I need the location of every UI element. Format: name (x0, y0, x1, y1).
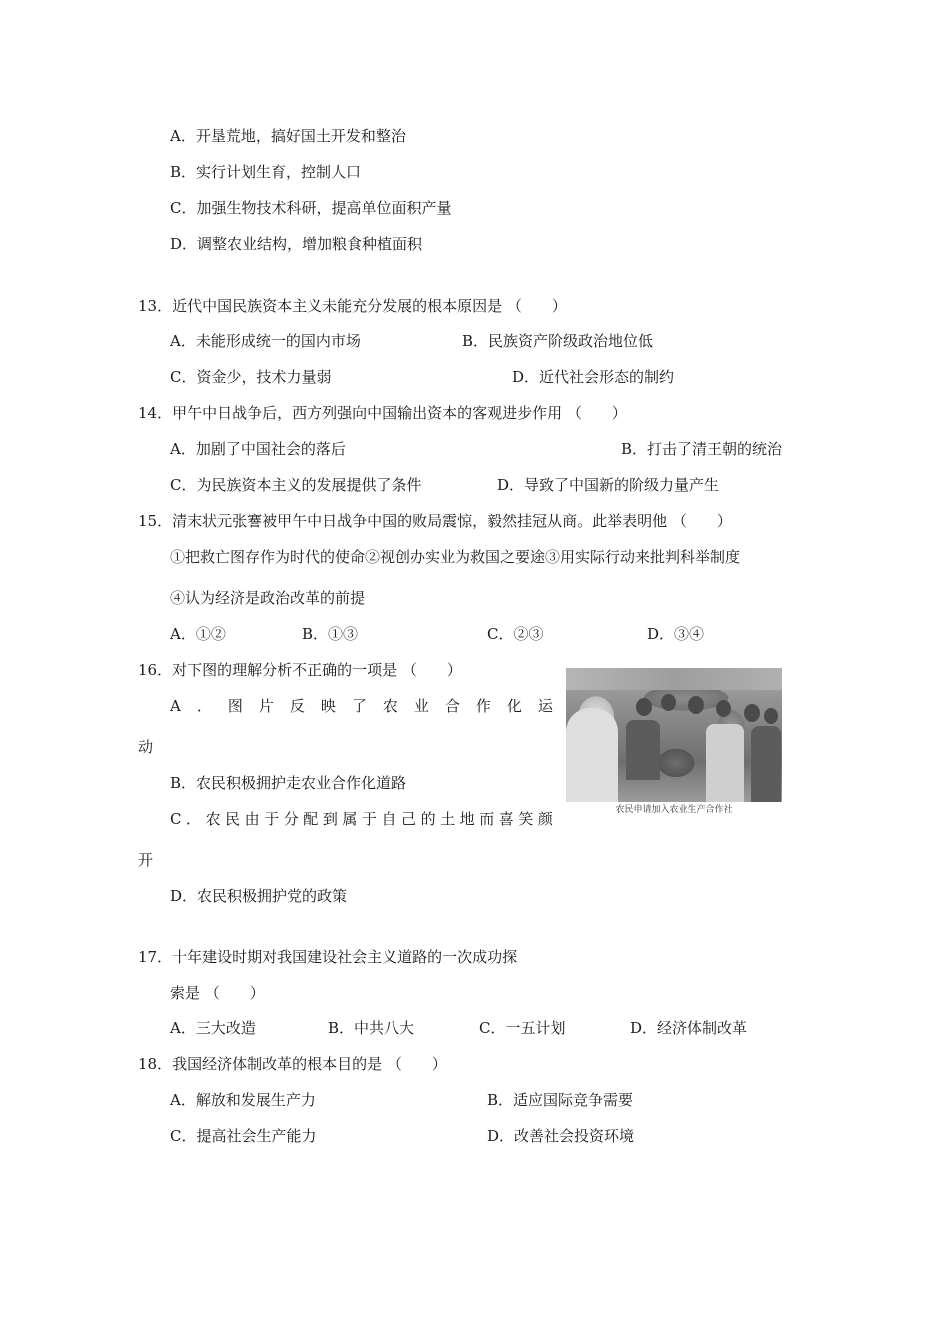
q16-stem: 16．对下图的理解分析不正确的一项是 （ ） (138, 661, 462, 679)
q16-a-char: 作 (475, 697, 491, 715)
q16-c-char: 到 (322, 810, 338, 828)
q14-option-c: C．为民族资本主义的发展提供了条件 (170, 476, 422, 494)
q12-option-a: A．开垦荒地，搞好国土开发和整治 (170, 127, 406, 145)
q16-c-char: 农 (205, 810, 221, 828)
q13-option-c: C．资金少，技术力量弱 (170, 368, 332, 386)
q16-option-c-tail: 开 (138, 851, 154, 869)
q16-c-char: C (170, 810, 182, 828)
q16-c-char: 喜 (498, 810, 514, 828)
q16-a-char: 映 (320, 697, 336, 715)
q16-c-char: 己 (401, 810, 417, 828)
q13-option-a: A．未能形成统一的国内市场 (170, 332, 361, 350)
q14-option-a: A．加剧了中国社会的落后 (170, 440, 346, 458)
q16-option-d: D．农民积极拥护党的政策 (170, 887, 348, 905)
q16-option-c (170, 809, 553, 829)
q17-stem-line2: 索是 （ ） (170, 984, 265, 1002)
q17-stem-line1: 17．十年建设时期对我国建设社会主义道路的一次成功探 (138, 948, 518, 966)
q15-option-d: D．③④ (647, 625, 705, 643)
q16-a-char: A (170, 697, 181, 715)
q16-a-char: 反 (289, 697, 305, 715)
q16-option-b: B．农民积极拥护走农业合作化道路 (170, 774, 407, 792)
q16-a-char: ． (196, 697, 212, 715)
q15-statements-line1: ①把救亡图存作为时代的使命②视创办实业为救国之要途③用实际行动来批判科举制度 (170, 548, 741, 566)
q12-option-c: C．加强生物技术科研，提高单位面积产量 (170, 199, 452, 217)
q16-a-char: 农 (382, 697, 398, 715)
q16-c-char: 于 (361, 810, 377, 828)
q18-option-a: A．解放和发展生产力 (170, 1091, 316, 1109)
q16-c-char: 属 (342, 810, 358, 828)
q16-option-a-tail: 动 (138, 738, 154, 756)
q16-a-char: 图 (227, 697, 243, 715)
q18-option-b: B．适应国际竞争需要 (487, 1091, 634, 1109)
photo-caption: 农民申请加入农业生产合作社 (615, 805, 733, 815)
q15-statements-line2: ④认为经济是政治改革的前提 (170, 589, 366, 607)
q16-option-a (170, 696, 553, 716)
q18-option-c: C．提高社会生产能力 (170, 1127, 317, 1145)
q16-c-char: 自 (381, 810, 397, 828)
q15-stem: 15．清末状元张謇被甲午中日战争中国的败局震惊，毅然挂冠从商。此举表明他 （ ） (138, 512, 732, 530)
q17-option-b: B．中共八大 (328, 1019, 415, 1037)
cooperative-photo (566, 668, 782, 802)
q15-option-c: C．②③ (487, 625, 544, 643)
q14-option-b: B．打击了清王朝的统治 (621, 440, 783, 458)
q16-c-char: 于 (264, 810, 280, 828)
q16-c-char: 土 (440, 810, 456, 828)
q12-option-d: D．调整农业结构，增加粮食种植面积 (170, 235, 423, 253)
q16-a-char: 业 (413, 697, 429, 715)
q14-option-d: D．导致了中国新的阶级力量产生 (497, 476, 720, 494)
q13-option-d: D．近代社会形态的制约 (512, 368, 675, 386)
q16-c-char: 由 (244, 810, 260, 828)
q13-stem: 13．近代中国民族资本主义未能充分发展的根本原因是 （ ） (138, 297, 567, 315)
q16-c-char: ． (186, 810, 202, 828)
q17-option-a: A．三大改造 (170, 1019, 256, 1037)
q17-option-d: D．经济体制改革 (630, 1019, 748, 1037)
q16-a-char: 了 (351, 697, 367, 715)
q14-stem: 14．甲午中日战争后，西方列强向中国输出资本的客观进步作用 （ ） (138, 404, 627, 422)
q17-option-c: C．一五计划 (479, 1019, 566, 1037)
q15-option-b: B．①③ (302, 625, 359, 643)
q16-c-char: 笑 (518, 810, 534, 828)
q16-a-char: 合 (444, 697, 460, 715)
q16-c-char: 的 (420, 810, 436, 828)
q18-stem: 18．我国经济体制改革的根本目的是 （ ） (138, 1055, 447, 1073)
q15-option-a: A．①② (170, 625, 226, 643)
q16-c-char: 分 (283, 810, 299, 828)
q12-option-b: B．实行计划生育，控制人口 (170, 163, 362, 181)
q16-c-char: 而 (479, 810, 495, 828)
q16-c-char: 配 (303, 810, 319, 828)
q16-c-char: 地 (459, 810, 475, 828)
q18-option-d: D．改善社会投资环境 (487, 1127, 635, 1145)
q13-option-b: B．民族资产阶级政治地位低 (462, 332, 654, 350)
q16-c-char: 民 (225, 810, 241, 828)
q16-a-char: 运 (537, 697, 553, 715)
q16-a-char: 化 (506, 697, 522, 715)
q16-a-char: 片 (258, 697, 274, 715)
q16-c-char: 颜 (537, 810, 553, 828)
